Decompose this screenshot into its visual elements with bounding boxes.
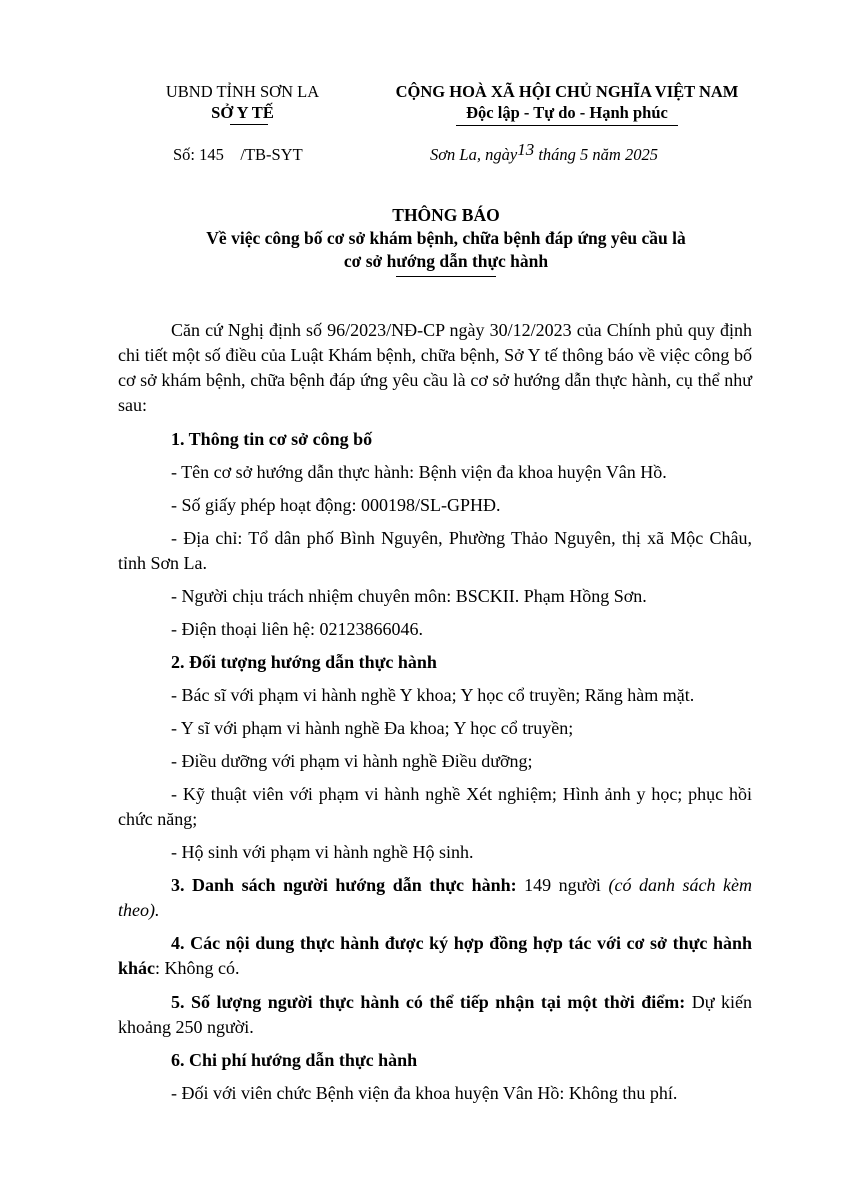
agency-underline — [230, 124, 268, 125]
document-number: Số: 145 /TB-SYT — [173, 145, 303, 164]
section-1-item: - Tên cơ sở hướng dẫn thực hành: Bệnh viện đa khoa huyện Vân Hồ. — [171, 461, 667, 482]
motto-underline — [456, 125, 678, 126]
date-prefix: Sơn La, ngày — [430, 145, 518, 164]
section-2-item: - Bác sĩ với phạm vi hành nghề Y khoa; Y học cổ truyền; Răng hàm mặt. — [171, 684, 695, 705]
section-1-item: - Số giấy phép hoạt động: 000198/SL-GPHĐ. — [171, 494, 501, 515]
section-6-heading: 6. Chi phí hướng dẫn thực hành — [171, 1050, 418, 1070]
document-subtitle-line1: Về việc công bố cơ sở khám bệnh, chữa bệnh đáp ứng yêu cầu là — [206, 228, 686, 248]
document-subtitle-line2: cơ sở hướng dẫn thực hành — [343, 251, 549, 271]
section-3-value: 149 người — [516, 874, 609, 895]
section-2-heading: 2. Đối tượng hướng dẫn thực hành — [171, 651, 437, 672]
document-title: THÔNG BÁO — [392, 205, 500, 225]
section-6-item: - Đối với viên chức Bệnh viện đa khoa huyện Vân Hồ: Không thu phí. — [171, 1083, 678, 1103]
date-day: 13 — [517, 140, 535, 159]
section-1-item: - Người chịu trách nhiệm chuyên môn: BSCKII. Phạm Hồng Sơn. — [171, 585, 647, 606]
section-2-item: - Kỹ thuật viên với phạm vi hành nghề Xét nghiệm; Hình ảnh y học; phục hồi chức năng; — [118, 783, 752, 829]
section-4-value: : Không có. — [155, 958, 240, 978]
title-divider — [396, 276, 496, 277]
national-motto: Độc lập - Tự do - Hạnh phúc — [466, 103, 668, 122]
section-4-heading: 4. Các nội dung thực hành được ký hợp đồng hợp tác với cơ sở thực hành khác — [118, 933, 752, 978]
section-5-value: Dự kiến khoảng 250 người. — [118, 991, 752, 1037]
section-3-note: (có danh sách kèm theo). — [118, 874, 752, 920]
section-1-item: - Điện thoại liên hệ: 02123866046. — [171, 618, 423, 639]
date-suffix: tháng 5 năm 2025 — [534, 145, 658, 164]
nation-name: CỘNG HOÀ XÃ HỘI CHỦ NGHĨA VIỆT NAM — [395, 82, 739, 101]
document-body — [118, 318, 752, 1114]
document-date — [430, 140, 658, 165]
section-1-item: - Địa chỉ: Tổ dân phố Bình Nguyên, Phường Thảo Nguyên, thị xã Mộc Châu, tỉnh Sơn La. — [118, 527, 752, 573]
section-3-heading: 3. Danh sách người hướng dẫn thực hành: — [171, 874, 517, 895]
section-2-item: - Hộ sinh với phạm vi hành nghề Hộ sinh. — [171, 841, 474, 862]
agency-name: SỞ Y TẾ — [211, 103, 274, 122]
section-1-heading: 1. Thông tin cơ sở công bố — [171, 428, 373, 449]
issuing-agency-block — [120, 81, 365, 125]
intro-paragraph: Căn cứ Nghị định số 96/2023/NĐ-CP ngày 30/12/2023 của Chính phủ quy định chi tiết một số điều của Luật Khám bệnh, chữa bệnh, Sở Y tế thông báo về việc công bố cơ sở khám bệnh, chữa bệnh đáp ứng yêu cầu là cơ sở hướng dẫn thực hành, cụ thể như sau: — [118, 320, 752, 415]
section-5 — [118, 990, 752, 1040]
national-title-block — [352, 81, 782, 126]
section-5-heading: 5. Số lượng người thực hành có thể tiếp nhận tại một thời điểm: — [171, 991, 686, 1012]
section-4 — [118, 931, 752, 981]
section-2-item: - Y sĩ với phạm vi hành nghề Đa khoa; Y học cổ truyền; — [171, 717, 574, 738]
document-title-block — [140, 204, 752, 277]
section-2-item: - Điều dưỡng với phạm vi hành nghề Điều dưỡng; — [171, 750, 533, 771]
agency-parent: UBND TỈNH SƠN LA — [165, 82, 320, 101]
section-3 — [118, 873, 752, 923]
